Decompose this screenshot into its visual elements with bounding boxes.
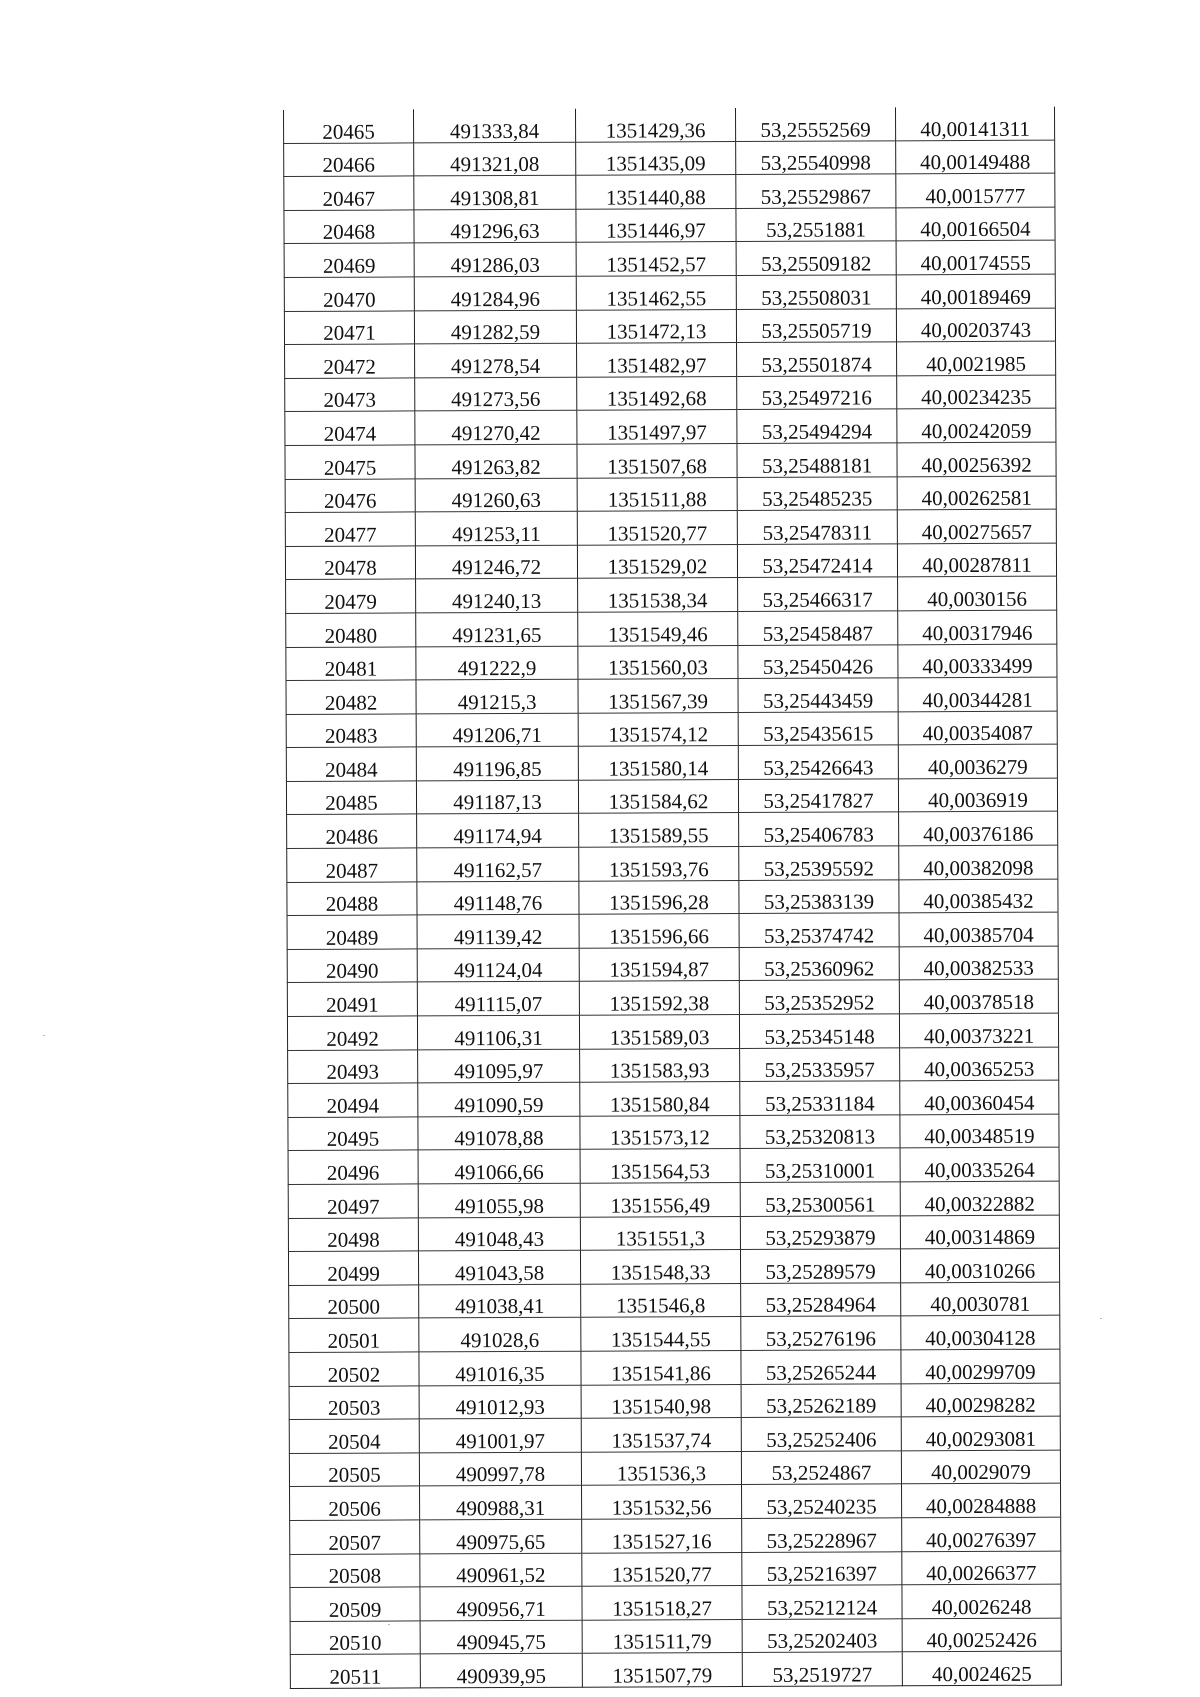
table-row	[284, 173, 1055, 210]
point-number-cell: 20477	[285, 512, 415, 546]
longitude-cell: 40,00284888	[902, 1483, 1061, 1517]
table-row	[290, 1618, 1061, 1655]
point-number-cell: 20493	[288, 1050, 418, 1084]
x-coordinate-cell: 491038,41	[419, 1284, 581, 1318]
latitude-cell: 53,25478311	[737, 510, 897, 544]
point-number-cell: 20496	[288, 1150, 418, 1184]
table-row	[286, 644, 1057, 681]
table-row	[290, 1551, 1061, 1588]
y-coordinate-cell: 1351532,56	[582, 1485, 742, 1519]
table-row	[284, 207, 1055, 244]
longitude-cell: 40,00348519	[900, 1114, 1059, 1148]
y-coordinate-cell: 1351511,79	[582, 1619, 742, 1653]
longitude-cell: 40,00299709	[901, 1349, 1060, 1383]
latitude-cell: 53,25284964	[741, 1283, 901, 1317]
table-row	[289, 1383, 1060, 1420]
latitude-cell: 53,25466317	[738, 577, 898, 611]
x-coordinate-cell: 491282,59	[414, 310, 576, 344]
y-coordinate-cell: 1351472,13	[576, 309, 736, 343]
point-number-cell: 20467	[284, 176, 414, 210]
longitude-cell: 40,00234235	[897, 375, 1056, 409]
latitude-cell: 53,25216397	[742, 1551, 902, 1585]
y-coordinate-cell: 1351482,97	[577, 343, 737, 377]
latitude-cell: 53,25212124	[742, 1585, 902, 1619]
latitude-cell: 53,25472414	[737, 544, 897, 578]
y-coordinate-cell: 1351549,46	[578, 611, 738, 645]
y-coordinate-cell: 1351592,38	[579, 981, 739, 1015]
table-row	[286, 677, 1057, 714]
table-row	[285, 375, 1056, 412]
latitude-cell: 53,25345148	[739, 1014, 899, 1048]
point-number-cell: 20487	[287, 848, 417, 882]
table-row	[287, 845, 1058, 882]
table-row	[290, 1651, 1061, 1688]
longitude-cell: 40,00385432	[899, 879, 1058, 913]
x-coordinate-cell: 491273,56	[415, 377, 577, 411]
latitude-cell: 53,25501874	[737, 342, 897, 376]
scan-speck	[388, 1624, 390, 1625]
table-row	[288, 1080, 1059, 1117]
latitude-cell: 53,25488181	[737, 443, 897, 477]
point-number-cell: 20488	[287, 882, 417, 916]
y-coordinate-cell: 1351546,8	[581, 1283, 741, 1317]
latitude-cell: 53,25494294	[737, 409, 897, 443]
longitude-cell: 40,00174555	[896, 241, 1055, 275]
x-coordinate-cell: 491078,88	[418, 1116, 580, 1150]
longitude-cell: 40,00203743	[896, 308, 1055, 342]
longitude-cell: 40,00287811	[897, 543, 1056, 577]
point-number-cell: 20508	[290, 1553, 420, 1587]
point-number-cell: 20469	[284, 243, 414, 277]
longitude-cell: 40,00275657	[897, 509, 1056, 543]
longitude-cell: 40,00344281	[898, 677, 1057, 711]
point-number-cell: 20472	[285, 344, 415, 378]
point-number-cell: 20499	[288, 1251, 418, 1285]
table-row	[284, 274, 1055, 311]
table-row	[290, 1517, 1061, 1554]
longitude-cell: 40,00317946	[898, 610, 1057, 644]
y-coordinate-cell: 1351583,93	[580, 1048, 740, 1082]
table-row	[285, 476, 1056, 513]
point-number-cell: 20492	[287, 1016, 417, 1050]
table-row	[284, 140, 1055, 177]
longitude-cell: 40,00266377	[902, 1551, 1061, 1585]
point-number-cell: 20502	[289, 1352, 419, 1386]
y-coordinate-cell: 1351593,76	[579, 847, 739, 881]
longitude-cell: 40,00276397	[902, 1517, 1061, 1551]
y-coordinate-cell: 1351548,33	[580, 1250, 740, 1284]
table-row	[287, 879, 1058, 916]
y-coordinate-cell: 1351497,97	[577, 410, 737, 444]
y-coordinate-cell: 1351435,09	[576, 141, 736, 175]
point-number-cell: 20495	[288, 1117, 418, 1151]
point-number-cell: 20471	[284, 310, 414, 344]
table-row	[288, 1148, 1059, 1185]
latitude-cell: 53,25505719	[736, 308, 896, 342]
latitude-cell: 53,25310001	[740, 1148, 900, 1182]
table-row	[288, 1181, 1059, 1218]
point-number-cell: 20480	[286, 613, 416, 647]
latitude-cell: 53,2524867	[741, 1451, 901, 1485]
point-number-cell: 20474	[285, 411, 415, 445]
point-number-cell: 20465	[284, 109, 414, 143]
x-coordinate-cell: 490945,75	[420, 1620, 582, 1654]
point-number-cell: 20473	[285, 378, 415, 412]
longitude-cell: 40,00354087	[898, 711, 1057, 745]
y-coordinate-cell: 1351492,68	[577, 376, 737, 410]
y-coordinate-cell: 1351573,12	[580, 1115, 740, 1149]
y-coordinate-cell: 1351551,3	[580, 1216, 740, 1250]
y-coordinate-cell: 1351518,27	[582, 1586, 742, 1620]
y-coordinate-cell: 1351596,28	[579, 880, 739, 914]
x-coordinate-cell: 491012,93	[419, 1385, 581, 1419]
table-row	[288, 1248, 1059, 1285]
latitude-cell: 53,25293879	[740, 1215, 900, 1249]
coordinates-table	[283, 107, 1062, 1689]
longitude-cell: 40,00141311	[895, 107, 1054, 141]
x-coordinate-cell: 491106,31	[417, 1015, 579, 1049]
y-coordinate-cell: 1351560,03	[578, 645, 738, 679]
point-number-cell: 20500	[289, 1285, 419, 1319]
x-coordinate-cell: 491206,71	[416, 713, 578, 747]
longitude-cell: 40,0029079	[901, 1450, 1060, 1484]
longitude-cell: 40,00378518	[899, 980, 1058, 1014]
table-row	[289, 1450, 1060, 1487]
table-row	[287, 912, 1058, 949]
x-coordinate-cell: 490939,95	[420, 1654, 582, 1688]
latitude-cell: 53,25406783	[739, 812, 899, 846]
longitude-cell: 40,0015777	[896, 173, 1055, 207]
longitude-cell: 40,00314869	[900, 1215, 1059, 1249]
x-coordinate-cell: 491321,08	[414, 142, 576, 176]
x-coordinate-cell: 491043,58	[418, 1250, 580, 1284]
x-coordinate-cell: 491278,54	[415, 343, 577, 377]
point-number-cell: 20481	[286, 646, 416, 680]
latitude-cell: 53,25552569	[735, 107, 895, 141]
y-coordinate-cell: 1351538,34	[578, 578, 738, 612]
longitude-cell: 40,00252426	[902, 1618, 1061, 1652]
x-coordinate-cell: 491270,42	[415, 411, 577, 445]
x-coordinate-cell: 490961,52	[420, 1553, 582, 1587]
table-row	[287, 812, 1058, 849]
longitude-cell: 40,00298282	[901, 1383, 1060, 1417]
latitude-cell: 53,25276196	[741, 1316, 901, 1350]
point-number-cell: 20484	[286, 747, 416, 781]
latitude-cell: 53,25435615	[738, 712, 898, 746]
x-coordinate-cell: 490975,65	[420, 1519, 582, 1553]
longitude-cell: 40,0026248	[902, 1584, 1061, 1618]
scan-speck	[43, 1035, 45, 1036]
y-coordinate-cell: 1351462,55	[576, 275, 736, 309]
table-row	[287, 980, 1058, 1017]
x-coordinate-cell: 491148,76	[417, 881, 579, 915]
point-number-cell: 20494	[288, 1083, 418, 1117]
latitude-cell: 53,25508031	[736, 275, 896, 309]
y-coordinate-cell: 1351520,77	[582, 1552, 742, 1586]
point-number-cell: 20466	[284, 143, 414, 177]
table-row	[289, 1416, 1060, 1453]
x-coordinate-cell: 491253,11	[415, 511, 577, 545]
longitude-cell: 40,00242059	[897, 408, 1056, 442]
x-coordinate-cell: 491240,13	[416, 579, 578, 613]
y-coordinate-cell: 1351440,88	[576, 175, 736, 209]
latitude-cell: 53,25252406	[741, 1417, 901, 1451]
longitude-cell: 40,00189469	[896, 274, 1055, 308]
longitude-cell: 40,0036279	[898, 744, 1057, 778]
point-number-cell: 20501	[289, 1318, 419, 1352]
y-coordinate-cell: 1351567,39	[578, 679, 738, 713]
point-number-cell: 20504	[289, 1419, 419, 1453]
x-coordinate-cell: 490988,31	[420, 1486, 582, 1520]
point-number-cell: 20506	[290, 1486, 420, 1520]
y-coordinate-cell: 1351452,57	[576, 242, 736, 276]
x-coordinate-cell: 491222,9	[416, 646, 578, 680]
table-row	[286, 778, 1057, 815]
y-coordinate-cell: 1351446,97	[576, 208, 736, 242]
x-coordinate-cell: 491187,13	[416, 780, 578, 814]
longitude-cell: 40,00304128	[901, 1315, 1060, 1349]
table-row	[285, 408, 1056, 445]
table-row	[286, 744, 1057, 781]
latitude-cell: 53,2551881	[736, 208, 896, 242]
latitude-cell: 53,25497216	[737, 376, 897, 410]
latitude-cell: 53,25202403	[742, 1619, 902, 1653]
x-coordinate-cell: 491115,07	[417, 982, 579, 1016]
point-number-cell: 20490	[287, 949, 417, 983]
x-coordinate-cell: 490956,71	[420, 1586, 582, 1620]
table-row	[286, 610, 1057, 647]
point-number-cell: 20509	[290, 1587, 420, 1621]
x-coordinate-cell: 491001,97	[419, 1418, 581, 1452]
latitude-cell: 53,25228967	[742, 1518, 902, 1552]
table-row	[290, 1584, 1061, 1621]
x-coordinate-cell: 491124,04	[417, 948, 579, 982]
latitude-cell: 53,25300561	[740, 1182, 900, 1216]
longitude-cell: 40,0024625	[902, 1651, 1061, 1685]
latitude-cell: 53,25417827	[738, 779, 898, 813]
x-coordinate-cell: 491139,42	[417, 914, 579, 948]
longitude-cell: 40,00333499	[898, 644, 1057, 678]
table-row	[288, 1114, 1059, 1151]
table-row	[286, 576, 1057, 613]
point-number-cell: 20491	[287, 982, 417, 1016]
y-coordinate-cell: 1351544,55	[581, 1317, 741, 1351]
x-coordinate-cell: 491260,63	[415, 478, 577, 512]
longitude-cell: 40,00293081	[901, 1416, 1060, 1450]
y-coordinate-cell: 1351596,66	[579, 914, 739, 948]
x-coordinate-cell: 491296,63	[414, 209, 576, 243]
table-row	[289, 1349, 1060, 1386]
latitude-cell: 53,25395592	[739, 846, 899, 880]
x-coordinate-cell: 491196,85	[416, 746, 578, 780]
table-row	[288, 1215, 1059, 1252]
longitude-cell: 40,0021985	[897, 341, 1056, 375]
x-coordinate-cell: 491066,66	[418, 1150, 580, 1184]
point-number-cell: 20485	[286, 781, 416, 815]
latitude-cell: 53,25426643	[738, 745, 898, 779]
y-coordinate-cell: 1351589,55	[579, 813, 739, 847]
table-row	[284, 308, 1055, 345]
x-coordinate-cell: 491284,96	[414, 276, 576, 310]
longitude-cell: 40,0030156	[898, 576, 1057, 610]
y-coordinate-cell: 1351507,79	[582, 1653, 742, 1687]
table-row	[287, 946, 1058, 983]
point-number-cell: 20468	[284, 210, 414, 244]
y-coordinate-cell: 1351584,62	[578, 779, 738, 813]
table-row	[284, 241, 1055, 278]
x-coordinate-cell: 491246,72	[415, 545, 577, 579]
point-number-cell: 20476	[285, 478, 415, 512]
longitude-cell: 40,00322882	[900, 1181, 1059, 1215]
point-number-cell: 20489	[287, 915, 417, 949]
latitude-cell: 53,25458487	[738, 611, 898, 645]
y-coordinate-cell: 1351580,14	[578, 746, 738, 780]
longitude-cell: 40,0036919	[898, 778, 1057, 812]
table-row	[285, 543, 1056, 580]
y-coordinate-cell: 1351520,77	[577, 511, 737, 545]
y-coordinate-cell: 1351556,49	[580, 1183, 740, 1217]
latitude-cell: 53,25529867	[736, 174, 896, 208]
longitude-cell: 40,00360454	[900, 1080, 1059, 1114]
longitude-cell: 40,0030781	[901, 1282, 1060, 1316]
latitude-cell: 53,25352952	[739, 980, 899, 1014]
table-row	[285, 442, 1056, 479]
latitude-cell: 53,25265244	[741, 1350, 901, 1384]
point-number-cell: 20486	[287, 814, 417, 848]
point-number-cell: 20510	[290, 1621, 420, 1655]
point-number-cell: 20503	[289, 1385, 419, 1419]
y-coordinate-cell: 1351541,86	[581, 1350, 741, 1384]
longitude-cell: 40,00385704	[899, 912, 1058, 946]
y-coordinate-cell: 1351540,98	[581, 1384, 741, 1418]
table-row	[289, 1282, 1060, 1319]
x-coordinate-cell: 491090,59	[418, 1082, 580, 1116]
point-number-cell: 20483	[286, 714, 416, 748]
y-coordinate-cell: 1351527,16	[582, 1518, 742, 1552]
point-number-cell: 20479	[286, 579, 416, 613]
x-coordinate-cell: 491095,97	[418, 1049, 580, 1083]
latitude-cell: 53,25320813	[740, 1115, 900, 1149]
latitude-cell: 53,25335957	[740, 1047, 900, 1081]
x-coordinate-cell: 491174,94	[417, 814, 579, 848]
y-coordinate-cell: 1351594,87	[579, 947, 739, 981]
y-coordinate-cell: 1351536,3	[581, 1451, 741, 1485]
x-coordinate-cell: 491016,35	[419, 1351, 581, 1385]
longitude-cell: 40,00382533	[899, 946, 1058, 980]
point-number-cell: 20475	[285, 445, 415, 479]
y-coordinate-cell: 1351507,68	[577, 443, 737, 477]
longitude-cell: 40,00149488	[896, 140, 1055, 174]
latitude-cell: 53,25360962	[739, 947, 899, 981]
longitude-cell: 40,00310266	[900, 1248, 1059, 1282]
latitude-cell: 53,2519727	[742, 1652, 902, 1686]
latitude-cell: 53,25374742	[739, 913, 899, 947]
y-coordinate-cell: 1351574,12	[578, 712, 738, 746]
latitude-cell: 53,25240235	[742, 1484, 902, 1518]
latitude-cell: 53,25450426	[738, 644, 898, 678]
y-coordinate-cell: 1351429,36	[575, 108, 735, 142]
latitude-cell: 53,25383139	[739, 879, 899, 913]
coordinates-table-body	[284, 107, 1062, 1689]
point-number-cell: 20497	[288, 1184, 418, 1218]
y-coordinate-cell: 1351589,03	[579, 1015, 739, 1049]
point-number-cell: 20511	[290, 1654, 420, 1688]
x-coordinate-cell: 491263,82	[415, 444, 577, 478]
longitude-cell: 40,00335264	[900, 1148, 1059, 1182]
table-row	[284, 107, 1055, 143]
latitude-cell: 53,25540998	[736, 140, 896, 174]
y-coordinate-cell: 1351529,02	[577, 544, 737, 578]
latitude-cell: 53,25443459	[738, 678, 898, 712]
longitude-cell: 40,00373221	[899, 1013, 1058, 1047]
table-row	[289, 1315, 1060, 1352]
latitude-cell: 53,25262189	[741, 1383, 901, 1417]
longitude-cell: 40,00376186	[899, 812, 1058, 846]
x-coordinate-cell: 491286,03	[414, 243, 576, 277]
x-coordinate-cell: 491048,43	[418, 1217, 580, 1251]
x-coordinate-cell: 491333,84	[413, 109, 575, 143]
table-row	[288, 1047, 1059, 1084]
latitude-cell: 53,25485235	[737, 476, 897, 510]
table-row	[285, 509, 1056, 546]
scan-speck	[1100, 1318, 1102, 1319]
y-coordinate-cell: 1351511,88	[577, 477, 737, 511]
point-number-cell: 20498	[288, 1218, 418, 1252]
longitude-cell: 40,00256392	[897, 442, 1056, 476]
table-row	[285, 341, 1056, 378]
longitude-cell: 40,00365253	[900, 1047, 1059, 1081]
x-coordinate-cell: 491308,81	[414, 175, 576, 209]
latitude-cell: 53,25331184	[740, 1081, 900, 1115]
latitude-cell: 53,25289579	[740, 1249, 900, 1283]
x-coordinate-cell: 491215,3	[416, 679, 578, 713]
y-coordinate-cell: 1351564,53	[580, 1149, 740, 1183]
longitude-cell: 40,00166504	[896, 207, 1055, 241]
latitude-cell: 53,25509182	[736, 241, 896, 275]
point-number-cell: 20478	[285, 546, 415, 580]
point-number-cell: 20482	[286, 680, 416, 714]
table-row	[286, 711, 1057, 748]
x-coordinate-cell: 491028,6	[419, 1318, 581, 1352]
point-number-cell: 20505	[289, 1453, 419, 1487]
table-row	[287, 1013, 1058, 1050]
x-coordinate-cell: 490997,78	[419, 1452, 581, 1486]
longitude-cell: 40,00262581	[897, 476, 1056, 510]
x-coordinate-cell: 491162,57	[417, 847, 579, 881]
point-number-cell: 20470	[284, 277, 414, 311]
table-row	[290, 1483, 1061, 1520]
point-number-cell: 20507	[290, 1520, 420, 1554]
x-coordinate-cell: 491055,98	[418, 1183, 580, 1217]
y-coordinate-cell: 1351580,84	[580, 1082, 740, 1116]
longitude-cell: 40,00382098	[899, 845, 1058, 879]
y-coordinate-cell: 1351537,74	[581, 1418, 741, 1452]
x-coordinate-cell: 491231,65	[416, 612, 578, 646]
